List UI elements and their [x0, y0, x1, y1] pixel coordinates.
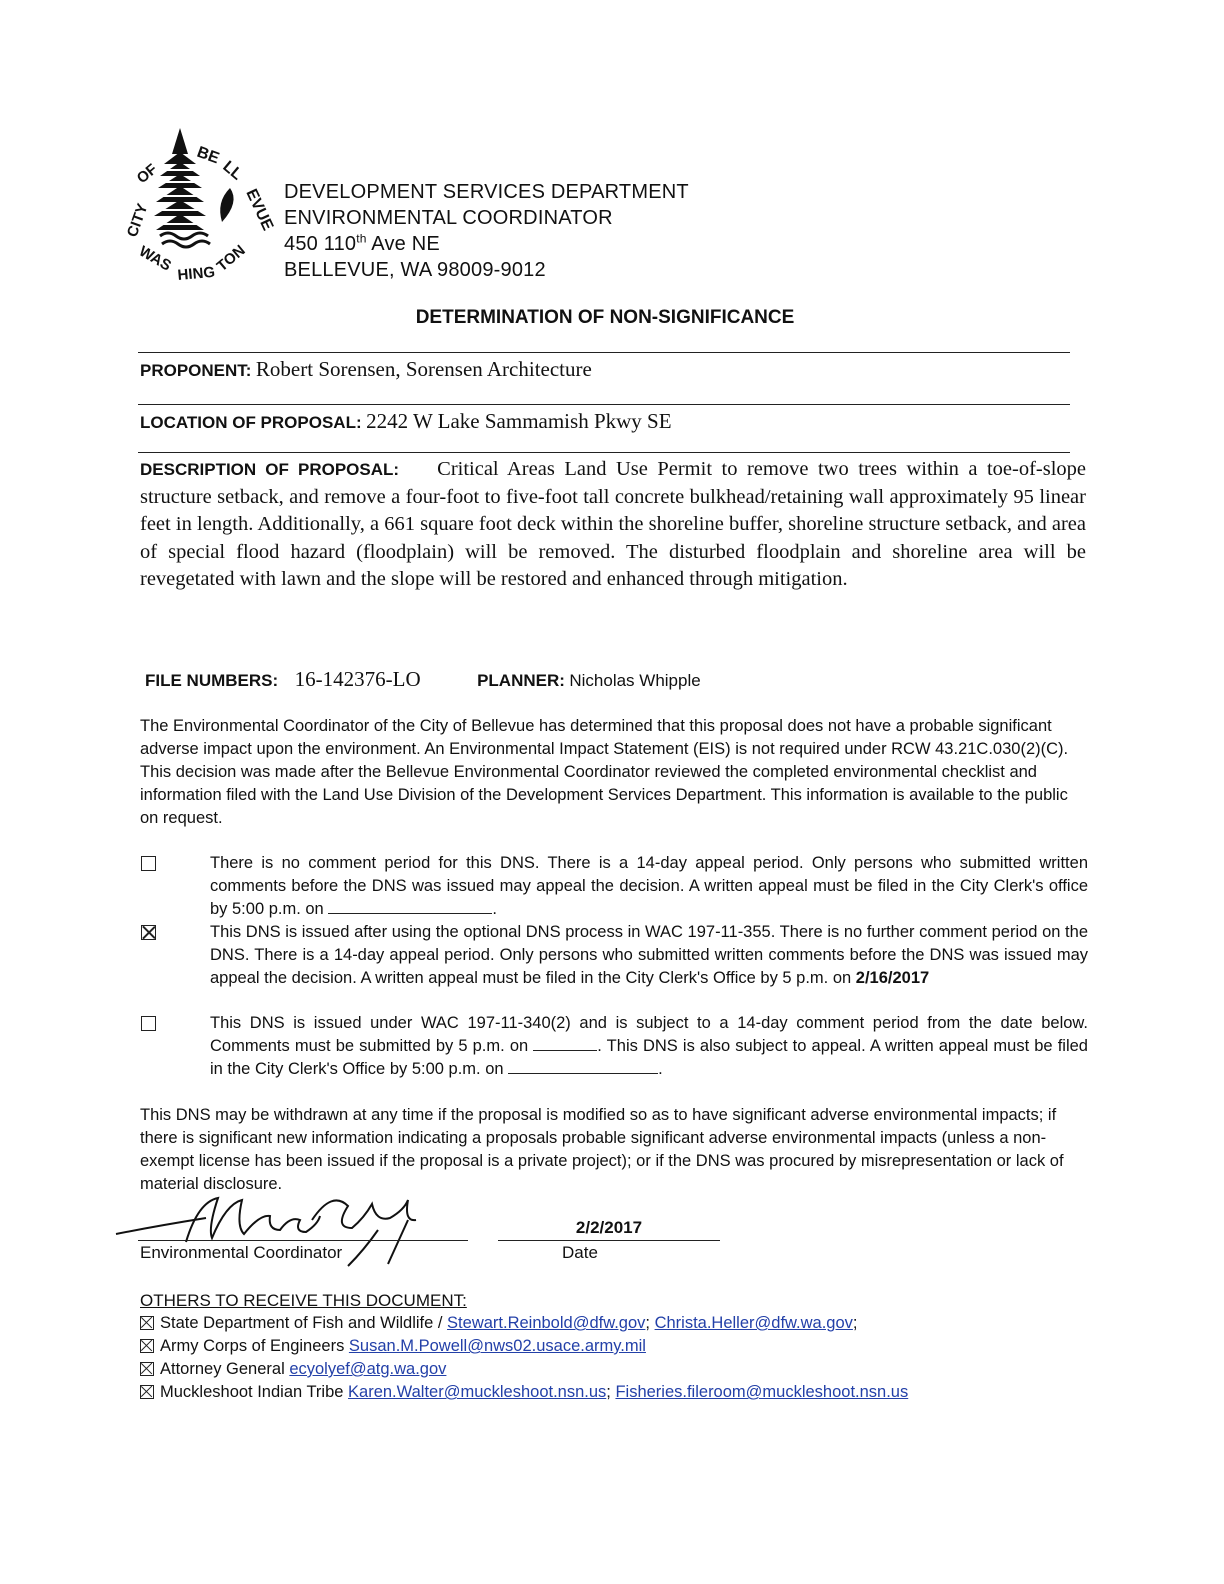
appeal-date-blank: [328, 899, 492, 914]
option-3-text: This DNS is issued under WAC 197-11-340(2) and is subject to a 14-day comment period from the date below. Comments must be submitted by 5 p.m. on . This DNS is also subject to appeal. A written appeal must be filed in the City Clerk's Office by 5:00 p.m. on .: [210, 1014, 1088, 1078]
svg-text:EVUE: EVUE: [242, 186, 277, 234]
svg-text:WAS: WAS: [136, 242, 175, 275]
recipient-checkbox[interactable]: [140, 1339, 154, 1353]
signature-line: [138, 1240, 468, 1241]
option-1-checkbox[interactable]: [141, 856, 156, 871]
option-1-text: There is no comment period for this DNS. There is a 14-day appeal period. Only persons who submitted written comments before the DNS was issued may appeal the decision. A written appeal must be filed in the City Clerk's office by 5:00 p.m. on .: [210, 854, 1088, 918]
email-link[interactable]: Susan.M.Powell@nws02.usace.army.mil: [348, 1337, 646, 1355]
signer-role: Environmental Coordinator: [140, 1243, 343, 1262]
location-label: LOCATION OF PROPOSAL:: [140, 413, 362, 432]
email-link[interactable]: ecyolyef@atg.wa.gov: [289, 1360, 447, 1378]
option-2-text: This DNS is issued after using the optional DNS process in WAC 197-11-355. There is no further comment period on the DNS. There is a 14-day appeal period. Only persons who submitted written comments before the DNS was issued may appeal the decision. A written appeal must be filed in the City Clerk's Office by 5 p.m. on 2/16/2017: [210, 923, 1088, 987]
svg-text:OF: OF: [133, 160, 161, 188]
proponent-field: [140, 357, 592, 382]
email-link[interactable]: Stewart.Reinbold@dfw.gov: [447, 1314, 646, 1332]
recipient-muckleshoot-tribe: Muckleshoot Indian Tribe Karen.Walter@muckleshoot.nsn.us; Fisheries.fileroom@muckleshoot.nsn.us: [140, 1381, 908, 1403]
location-field: [140, 409, 672, 434]
description-field: [140, 456, 1086, 594]
divider: [138, 404, 1070, 405]
date-label: Date: [562, 1243, 598, 1262]
recipient-checkbox[interactable]: [140, 1362, 154, 1376]
appeal-deadline-date: 2/16/2017: [855, 969, 930, 987]
email-link[interactable]: Fisheries.fileroom@muckleshoot.nsn.us: [615, 1383, 909, 1401]
determination-paragraph: The Environmental Coordinator of the City of Bellevue has determined that this proposal does not have a probable significant adverse impact upon the environment. An Environmental Impact Statement (EIS) is not required under RCW 43.21C.030(2)(C). This decision was made after the Bellevue Environmental Coordinator reviewed the completed environmental checklist and information filed with the Land Use Division of the Development Services Department. This information is available to the public on request.: [140, 717, 1069, 827]
option-3-checkbox[interactable]: [141, 1016, 156, 1031]
document-title: DETERMINATION OF NON-SIGNIFICANCE: [415, 307, 795, 328]
planner-value: Nicholas Whipple: [569, 671, 701, 690]
recipient-fish-wildlife: State Department of Fish and Wildlife / Stewart.Reinbold@dfw.gov; Christa.Heller@dfw.wa.gov;: [140, 1312, 858, 1334]
withdrawal-paragraph: This DNS may be withdrawn at any time if the proposal is modified so as to have significant adverse environmental impacts; if there is significant new information indicating a proposals probable significant adverse environmental impacts (unless a non-exempt license has been issued if the proposal is a private project); or if the DNS was procured by misrepresentation or lack of material disclosure.: [140, 1106, 1064, 1193]
file-numbers-row: [145, 667, 701, 692]
divider: [138, 352, 1070, 353]
file-numbers-value: 16-142376-LO: [294, 667, 421, 691]
signature-date: 2/2/2017: [575, 1218, 643, 1237]
department-name: DEVELOPMENT SERVICES DEPARTMENT: [284, 181, 689, 203]
city-seal-logo: [123, 126, 277, 291]
location-value: 2242 W Lake Sammamish Pkwy SE: [366, 409, 672, 433]
distribution-heading: OTHERS TO RECEIVE THIS DOCUMENT:: [140, 1291, 467, 1310]
divider: [138, 452, 1070, 453]
proponent-label: PROPONENT:: [140, 361, 252, 380]
date-line: [498, 1240, 720, 1241]
seal-text-city: CITY: [123, 201, 152, 240]
comment-date-blank: [533, 1036, 597, 1051]
svg-text:TON: TON: [213, 241, 249, 276]
city-address: BELLEVUE, WA 98009-9012: [284, 259, 546, 281]
email-link[interactable]: Karen.Walter@muckleshoot.nsn.us: [348, 1383, 607, 1401]
file-numbers-label: FILE NUMBERS:: [145, 671, 279, 690]
recipient-army-corps: Army Corps of Engineers Susan.M.Powell@nws02.usace.army.mil: [140, 1335, 646, 1357]
recipient-checkbox[interactable]: [140, 1316, 154, 1330]
recipient-checkbox[interactable]: [140, 1385, 154, 1399]
description-text: Critical Areas Land Use Permit to remove two trees within a toe-of-slope structure setback, and remove a four-foot to five-foot tall concrete bulkhead/retaining wall approximately 95 linear feet in length. Additionally, a 661 square foot deck within the shoreline buffer, shoreline structure setback, and area of special flood hazard (floodplain) will be removed. The disturbed floodplain and shoreline area will be revegetated with lawn and the slope will be restored and enhanced through mitigation.: [140, 458, 1087, 590]
svg-text:BE: BE: [194, 143, 222, 168]
coordinator-name: ENVIRONMENTAL COORDINATOR: [284, 207, 613, 229]
street-address: 450 110th Ave NE: [284, 231, 440, 255]
option-2-checkbox[interactable]: [141, 925, 156, 940]
recipient-attorney-general: Attorney General ecyolyef@atg.wa.gov: [140, 1358, 446, 1380]
svg-text:HING: HING: [176, 263, 216, 284]
svg-text:LL: LL: [219, 158, 246, 184]
description-label: DESCRIPTION OF PROPOSAL:: [140, 460, 400, 479]
planner-label: PLANNER:: [477, 671, 565, 690]
department-header: [284, 179, 689, 283]
email-link[interactable]: Christa.Heller@dfw.wa.gov: [654, 1314, 853, 1332]
appeal-date-blank: [508, 1059, 658, 1074]
proponent-value: Robert Sorensen, Sorensen Architecture: [255, 357, 592, 381]
